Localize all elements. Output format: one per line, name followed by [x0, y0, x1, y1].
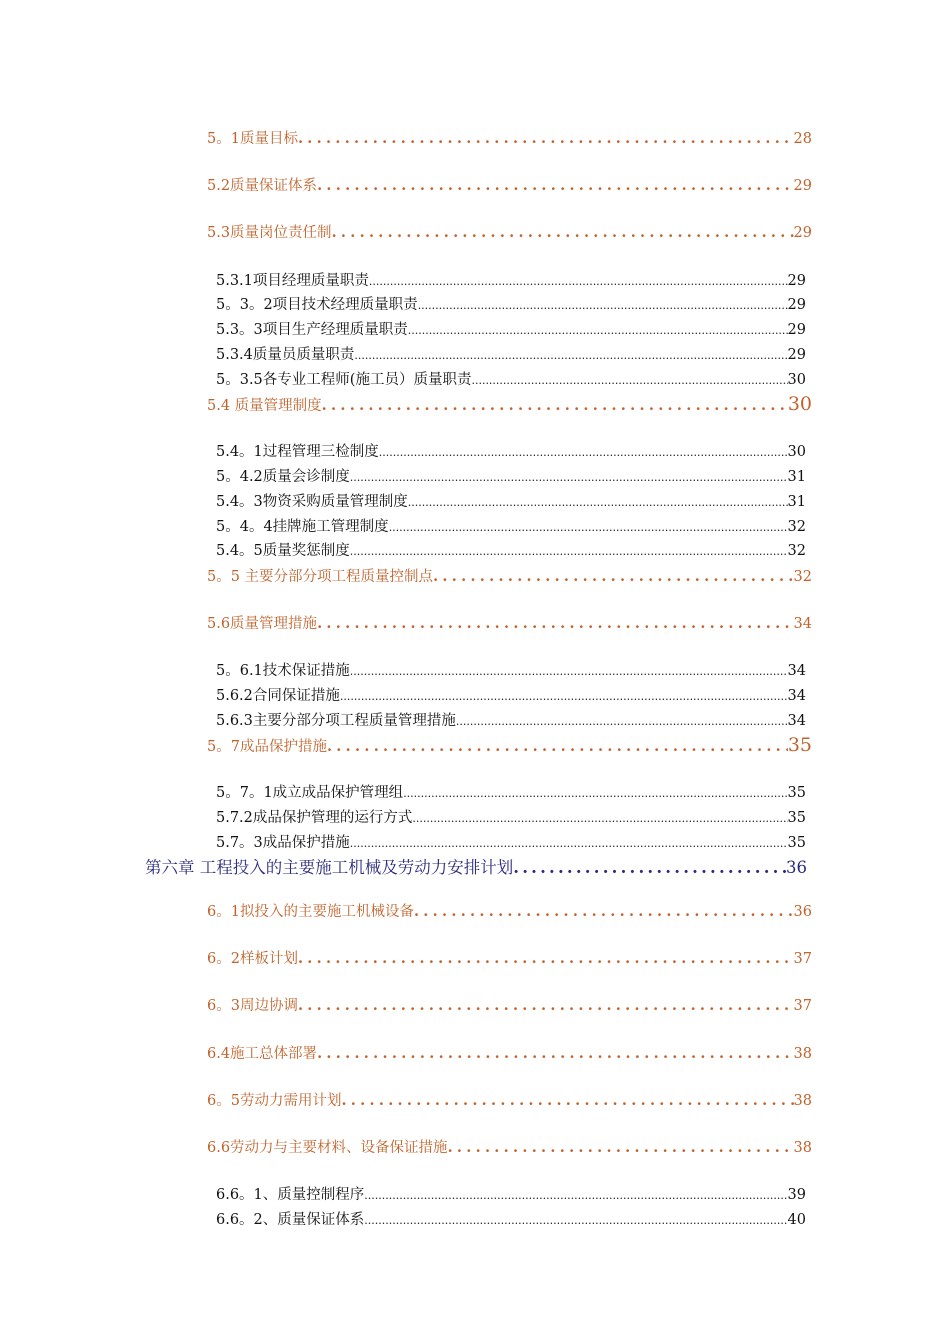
toc-page-number: 35 — [787, 835, 806, 851]
toc-page-number: 38 — [793, 1140, 812, 1156]
toc-entry-6-6-1[interactable] — [216, 1183, 806, 1205]
toc-label: 5.4。1过程管理三检制度 — [216, 444, 379, 460]
dot-leader — [448, 1139, 794, 1156]
toc-label: 5.7。3成品保护措施 — [216, 835, 350, 851]
toc-entry-5-4-4[interactable] — [216, 515, 806, 537]
dot-leader — [364, 1214, 787, 1227]
toc-page-number: 30 — [787, 372, 806, 388]
toc-page-number: 32 — [787, 543, 806, 559]
toc-entry-6-4[interactable] — [207, 1042, 812, 1066]
toc-entry-5-3[interactable] — [207, 221, 812, 245]
toc-label: 5.4 质量管理制度 — [207, 398, 322, 414]
toc-entry-5-6-1[interactable] — [216, 659, 806, 681]
toc-page-number: 36 — [793, 904, 812, 920]
toc-page-number: 29 — [793, 178, 812, 194]
toc-entry-6-5[interactable] — [207, 1089, 812, 1113]
toc-label: 5。3。2项目技术经理质量职责 — [216, 297, 418, 313]
toc-entry-5-6-2[interactable] — [216, 684, 806, 706]
toc-label: 6。3周边协调 — [207, 998, 298, 1014]
toc-page-number: 36 — [786, 858, 807, 877]
toc-label: 5.4。3物资采购质量管理制度 — [216, 494, 408, 510]
dot-leader — [471, 374, 787, 387]
dot-leader — [332, 224, 794, 241]
dot-leader — [412, 812, 787, 825]
dot-leader — [379, 446, 788, 459]
toc-label: 5。1质量目标 — [207, 131, 298, 147]
toc-label: 6.6劳动力与主要材料、设备保证措施 — [207, 1140, 448, 1156]
dot-leader — [389, 521, 788, 534]
toc-entry-5-3-5[interactable] — [216, 368, 806, 390]
toc-entry-5-4-2[interactable] — [216, 465, 806, 487]
dot-leader — [350, 545, 788, 558]
toc-entry-5-6-3[interactable] — [216, 709, 806, 731]
toc-page-number: 34 — [787, 663, 806, 679]
dot-leader — [369, 275, 788, 288]
toc-entry-5-3-3[interactable] — [216, 318, 806, 340]
dot-leader — [317, 177, 793, 194]
dot-leader — [418, 299, 788, 312]
toc-label: 6.4施工总体部署 — [207, 1046, 318, 1062]
toc-page-number: 35 — [787, 810, 806, 826]
dot-leader — [350, 665, 788, 678]
dot-leader — [364, 1189, 787, 1202]
toc-entry-5-4-5[interactable] — [216, 539, 806, 561]
toc-label: 5.3.1项目经理质量职责 — [216, 273, 369, 289]
toc-entry-5-3-4[interactable] — [216, 343, 806, 365]
dot-leader — [341, 1092, 793, 1109]
toc-label: 6.6。2、质量保证体系 — [216, 1212, 365, 1228]
toc-label: 6.6。1、质量控制程序 — [216, 1187, 365, 1203]
toc-label: 5.3。3项目生产经理质量职责 — [216, 322, 408, 338]
toc-label: 5.4。5质量奖惩制度 — [216, 543, 350, 559]
toc-label: 5。6.1技术保证措施 — [216, 663, 350, 679]
toc-entry-6-6[interactable] — [207, 1136, 812, 1160]
toc-page-number: 40 — [787, 1212, 806, 1228]
dot-leader — [513, 858, 786, 877]
toc-page-number: 39 — [787, 1187, 806, 1203]
toc-entry-6-1[interactable] — [207, 900, 812, 924]
dot-leader — [403, 787, 787, 800]
toc-label: 5。4.2质量会诊制度 — [216, 469, 350, 485]
toc-entry-5-4-3[interactable] — [216, 490, 806, 512]
toc-label: 5。5 主要分部分项工程质量控制点 — [207, 569, 434, 585]
toc-page-number: 34 — [787, 713, 806, 729]
toc-page-number: 29 — [787, 297, 806, 313]
toc-entry-6-2[interactable] — [207, 947, 812, 971]
toc-page-number: 28 — [793, 131, 812, 147]
dot-leader — [408, 496, 788, 509]
dot-leader — [354, 349, 787, 362]
toc-label: 5。7。1成立成品保护管理组 — [216, 785, 404, 801]
toc-entry-5-5[interactable] — [207, 565, 812, 589]
toc-label: 第六章 工程投入的主要施工机械及劳动力安排计划 — [145, 858, 514, 877]
toc-entry-5-7-3[interactable] — [216, 831, 806, 853]
dot-leader — [414, 903, 794, 920]
toc-entry-5-7[interactable] — [207, 734, 812, 758]
toc-page-number: 37 — [793, 998, 812, 1014]
toc-page-number: 30 — [787, 393, 812, 415]
toc-entry-5-4-1[interactable] — [216, 440, 806, 462]
toc-entry-5-2[interactable] — [207, 174, 812, 198]
toc-label: 5。7成品保护措施 — [207, 739, 327, 755]
toc-entry-5-7-2[interactable] — [216, 806, 806, 828]
toc-label: 6。2样板计划 — [207, 951, 298, 967]
toc-entry-chapter-6[interactable] — [145, 854, 807, 880]
dot-leader — [298, 997, 794, 1014]
toc-page-number: 37 — [793, 951, 812, 967]
toc-label: 6。5劳动力需用计划 — [207, 1093, 342, 1109]
dot-leader — [340, 690, 788, 703]
toc-entry-5-4[interactable] — [207, 393, 812, 417]
dot-leader — [350, 471, 788, 484]
toc-label: 5.3.4质量员质量职责 — [216, 347, 355, 363]
dot-leader — [456, 715, 788, 728]
toc-label: 5.7.2成品保护管理的运行方式 — [216, 810, 413, 826]
toc-page-number: 34 — [787, 688, 806, 704]
toc-label: 5.6.2合同保证措施 — [216, 688, 340, 704]
toc-page-number: 32 — [787, 519, 806, 535]
toc-entry-5-3-1[interactable] — [216, 269, 806, 291]
toc-page-number: 29 — [787, 347, 806, 363]
dot-leader — [298, 950, 794, 967]
toc-page-number: 29 — [793, 225, 812, 241]
toc-label: 6。1拟投入的主要施工机械设备 — [207, 904, 414, 920]
dot-leader — [327, 738, 788, 755]
toc-page-number: 35 — [787, 734, 812, 756]
dot-leader — [408, 324, 788, 337]
toc-label: 5.2质量保证体系 — [207, 178, 318, 194]
toc-page-number: 31 — [787, 494, 806, 510]
dot-leader — [317, 615, 793, 632]
toc-entry-6-3[interactable] — [207, 994, 812, 1018]
toc-entry-5-7-1[interactable] — [216, 781, 806, 803]
toc-label: 5.6.3主要分部分项工程质量管理措施 — [216, 713, 456, 729]
dot-leader — [433, 568, 793, 585]
toc-label: 5.3质量岗位责任制 — [207, 225, 332, 241]
toc-page-number: 34 — [793, 616, 812, 632]
dot-leader — [322, 397, 788, 414]
dot-leader — [317, 1045, 793, 1062]
toc-label: 5。3.5各专业工程师(施工员）质量职责 — [216, 372, 472, 388]
toc-entry-5-1[interactable] — [207, 127, 812, 151]
toc-page-number: 29 — [787, 273, 806, 289]
toc-page-number: 30 — [787, 444, 806, 460]
toc-entry-5-3-2[interactable] — [216, 293, 806, 315]
toc-page-number: 38 — [793, 1093, 812, 1109]
toc-label: 5.6质量管理措施 — [207, 616, 318, 632]
dot-leader — [350, 837, 788, 850]
toc-page-number: 31 — [787, 469, 806, 485]
toc-page-number: 32 — [793, 569, 812, 585]
toc-page-number: 29 — [787, 322, 806, 338]
dot-leader — [298, 130, 794, 147]
toc-page-number: 38 — [793, 1046, 812, 1062]
toc-entry-6-6-2[interactable] — [216, 1208, 806, 1230]
toc-label: 5。4。4挂牌施工管理制度 — [216, 519, 389, 535]
toc-entry-5-6[interactable] — [207, 612, 812, 636]
toc-page-number: 35 — [787, 785, 806, 801]
